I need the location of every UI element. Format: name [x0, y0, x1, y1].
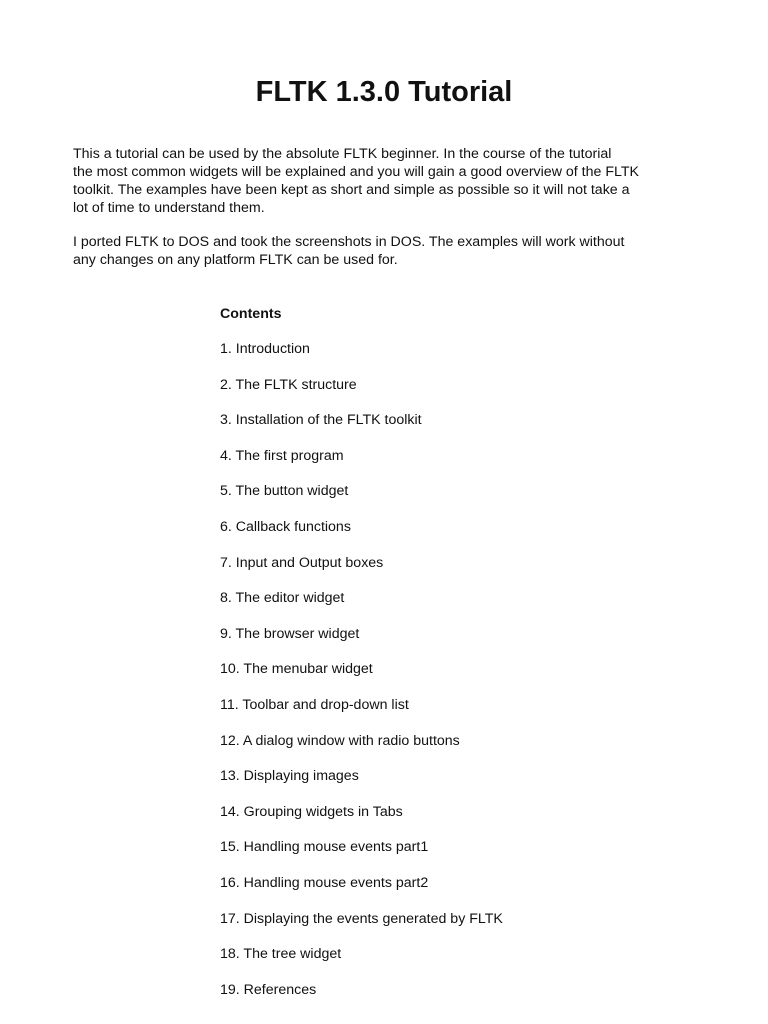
page-title: FLTK 1.3.0 Tutorial: [255, 76, 513, 108]
toc-item-fltk-structure: 2. The FLTK structure: [220, 376, 357, 393]
toc-item-dialog-radio-buttons: 12. A dialog window with radio buttons: [220, 732, 460, 749]
intro-line: the most common widgets will be explained and you will gain a good overview of the FLTK: [73, 164, 639, 180]
toc-item-input-output-boxes: 7. Input and Output boxes: [220, 554, 384, 571]
intro-paragraph: [73, 145, 713, 217]
toc-item-toolbar-dropdown: 11. Toolbar and drop-down list: [220, 696, 409, 713]
toc-item-installation: 3. Installation of the FLTK toolkit: [220, 412, 422, 429]
toc-item-mouse-events-part2: 16. Handling mouse events part2: [220, 874, 429, 891]
toc-item-displaying-events: 17. Displaying the events generated by FLTK: [220, 910, 503, 927]
toc-item-editor-widget: 8. The editor widget: [220, 590, 345, 607]
toc-item-grouping-tabs: 14. Grouping widgets in Tabs: [220, 803, 403, 820]
intro-line: toolkit. The examples have been kept as short and simple as possible so it will not take a: [73, 182, 630, 198]
toc-item-first-program: 4. The first program: [220, 447, 344, 464]
intro-line: lot of time to understand them.: [73, 200, 265, 216]
dos-port-paragraph: [73, 233, 713, 269]
paragraph-line: I ported FLTK to DOS and took the screenshots in DOS. The examples will work without: [73, 234, 625, 250]
toc-item-tree-widget: 18. The tree widget: [220, 946, 342, 963]
toc-item-displaying-images: 13. Displaying images: [220, 768, 359, 785]
toc-item-mouse-events-part1: 15. Handling mouse events part1: [220, 839, 429, 856]
toc-item-introduction: 1. Introduction: [220, 341, 310, 357]
table-of-contents: [220, 340, 503, 1016]
toc-item-references: 19. References: [220, 981, 317, 998]
paragraph-line: any changes on any platform FLTK can be used for.: [73, 252, 398, 268]
toc-item-browser-widget: 9. The browser widget: [220, 625, 360, 642]
toc-item-menubar-widget: 10. The menubar widget: [220, 661, 373, 678]
toc-item-button-widget: 5. The button widget: [220, 483, 349, 500]
contents-heading: Contents: [220, 306, 282, 322]
toc-item-callback-functions: 6. Callback functions: [220, 518, 351, 535]
intro-line: This a tutorial can be used by the absolute FLTK beginner. In the course of the tutorial: [73, 146, 612, 162]
